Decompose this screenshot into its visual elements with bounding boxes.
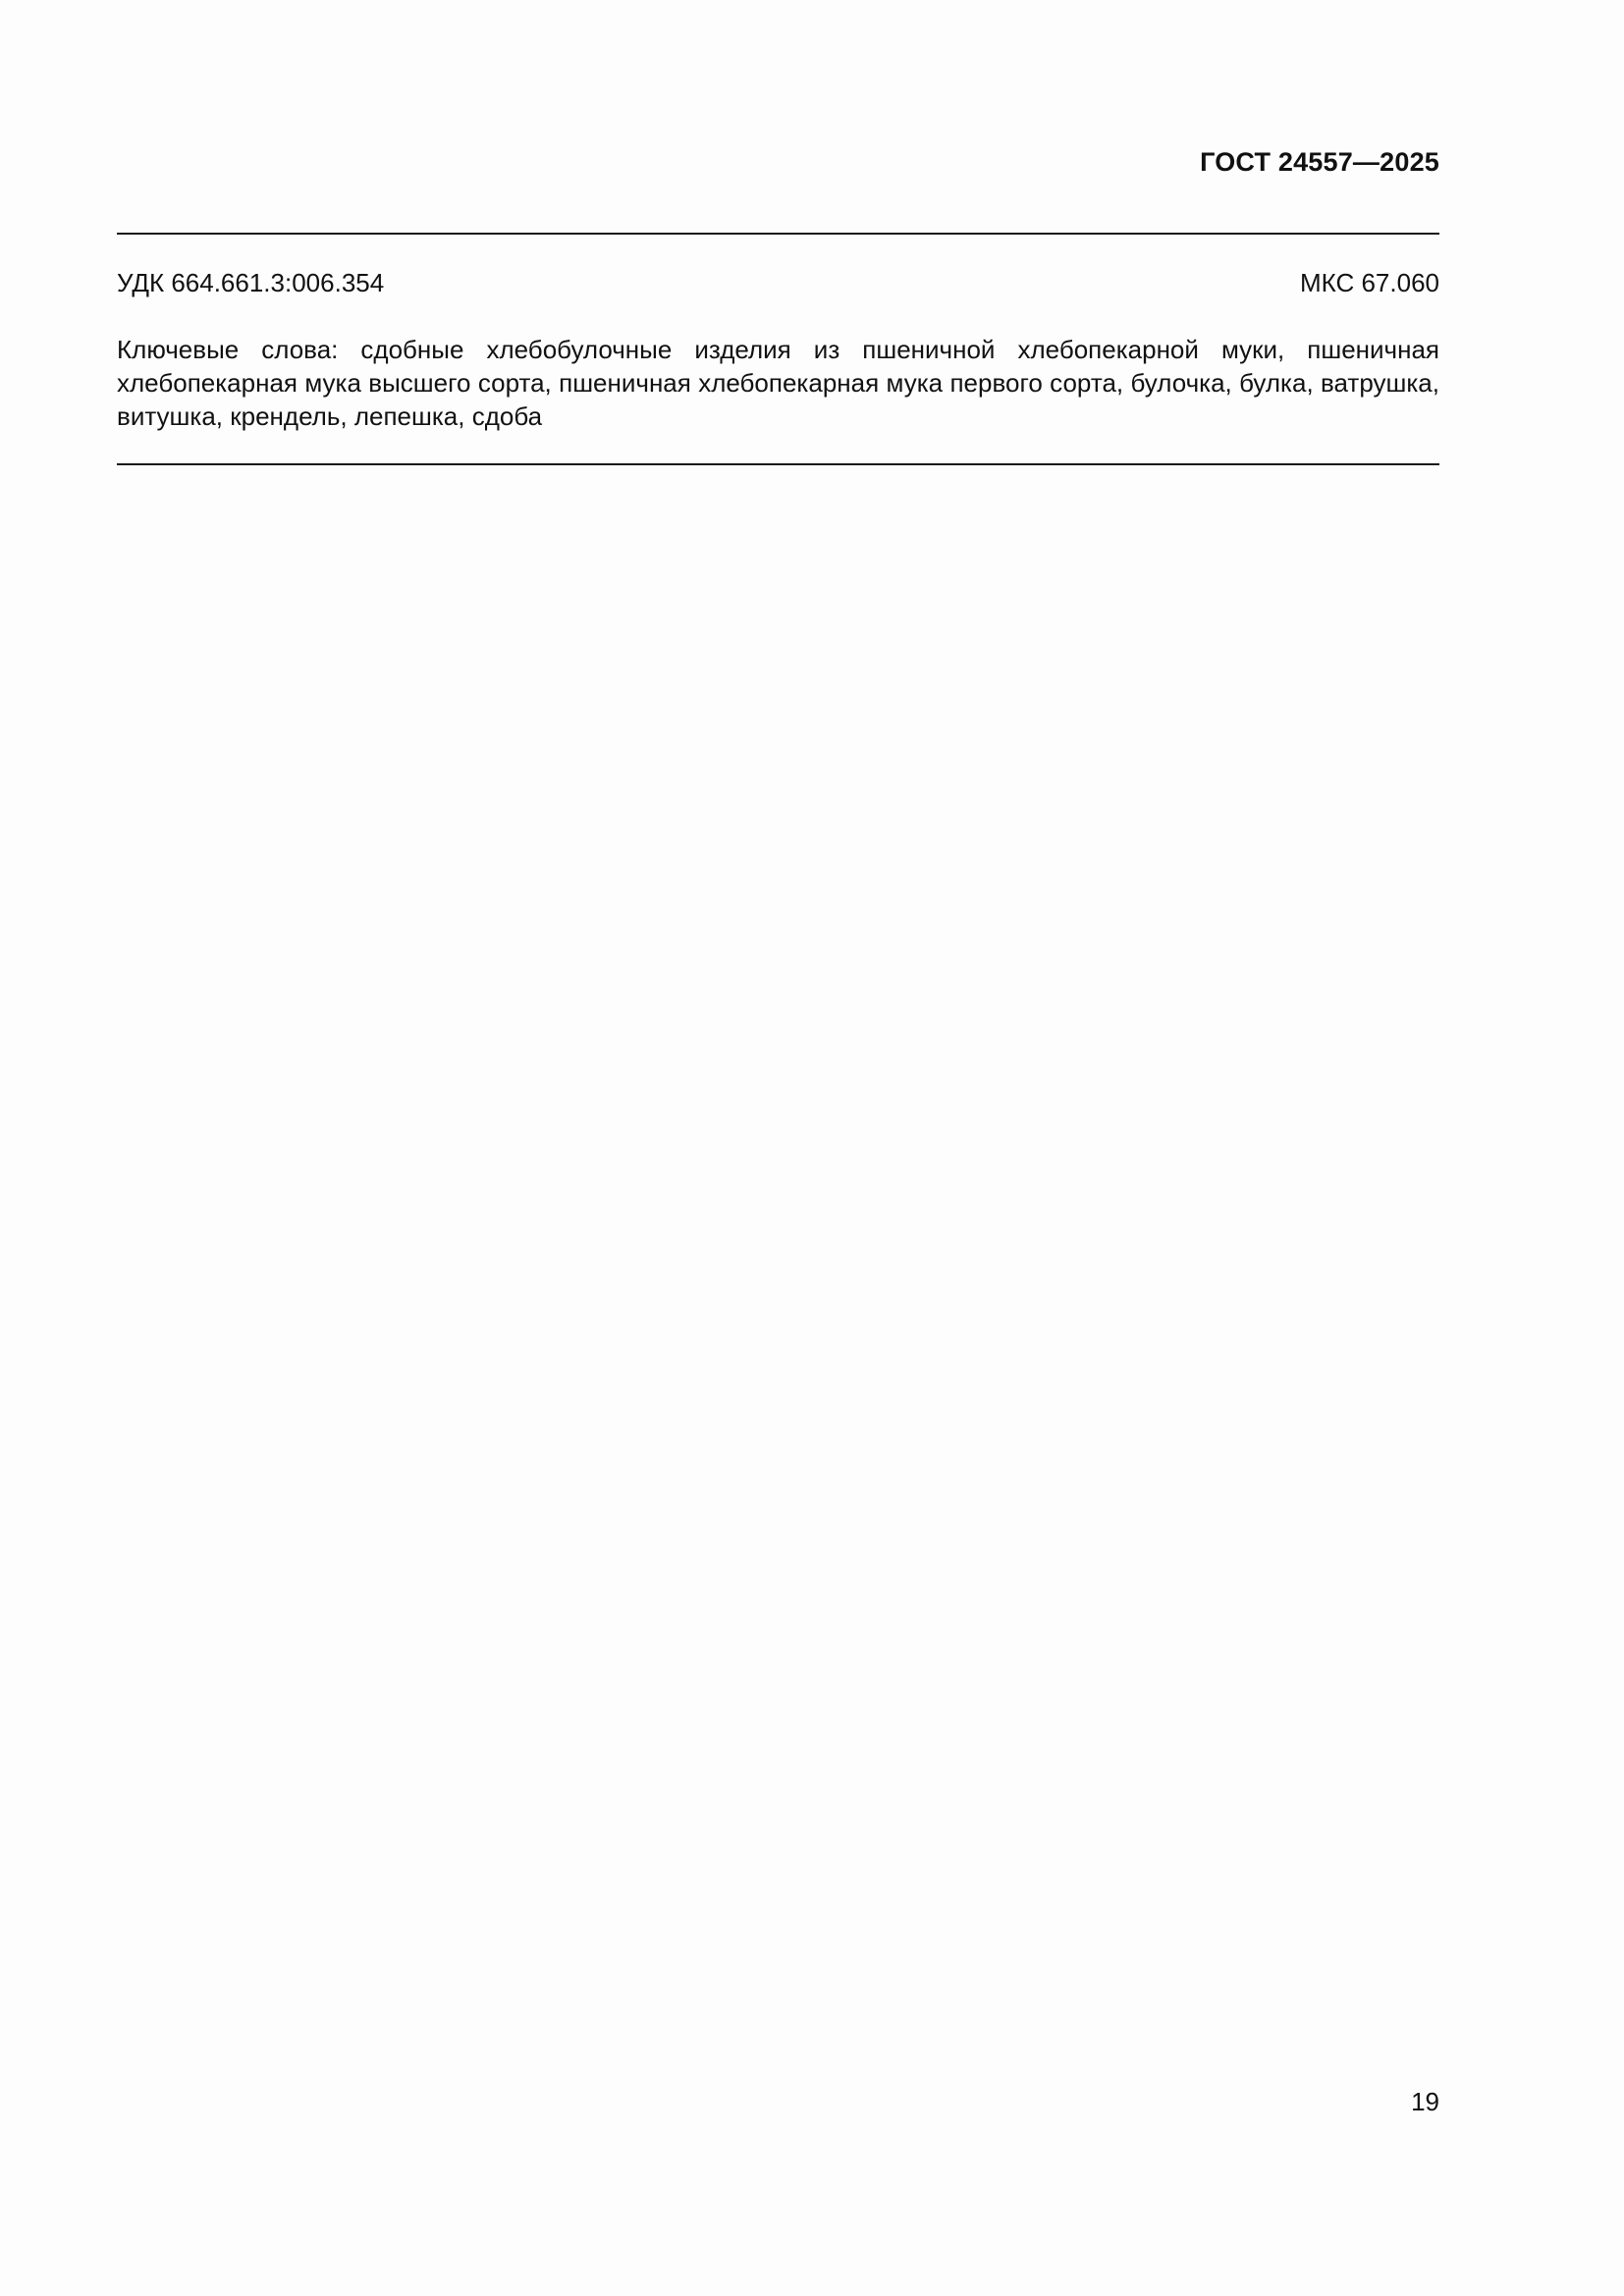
classification-row [117,268,1439,298]
page-number: 19 [1411,2087,1439,2116]
keywords-paragraph: Ключевые слова: сдобные хлебобулочные изделия из пшеничной хлебопекарной муки, пшеничная хлебопекарная мука высшего сорта, пшеничная хлебопекарная мука первого сорта, булочка, булка, ватрушка, витушка, крендель, лепешка, сдоба [117,335,1439,431]
standard-number: ГОСТ 24557—2025 [1200,147,1439,177]
mks-code: МКС 67.060 [1299,268,1439,297]
udk-code: УДК 664.661.3:006.354 [117,268,385,297]
top-divider [117,233,1439,235]
bottom-divider [117,463,1439,465]
